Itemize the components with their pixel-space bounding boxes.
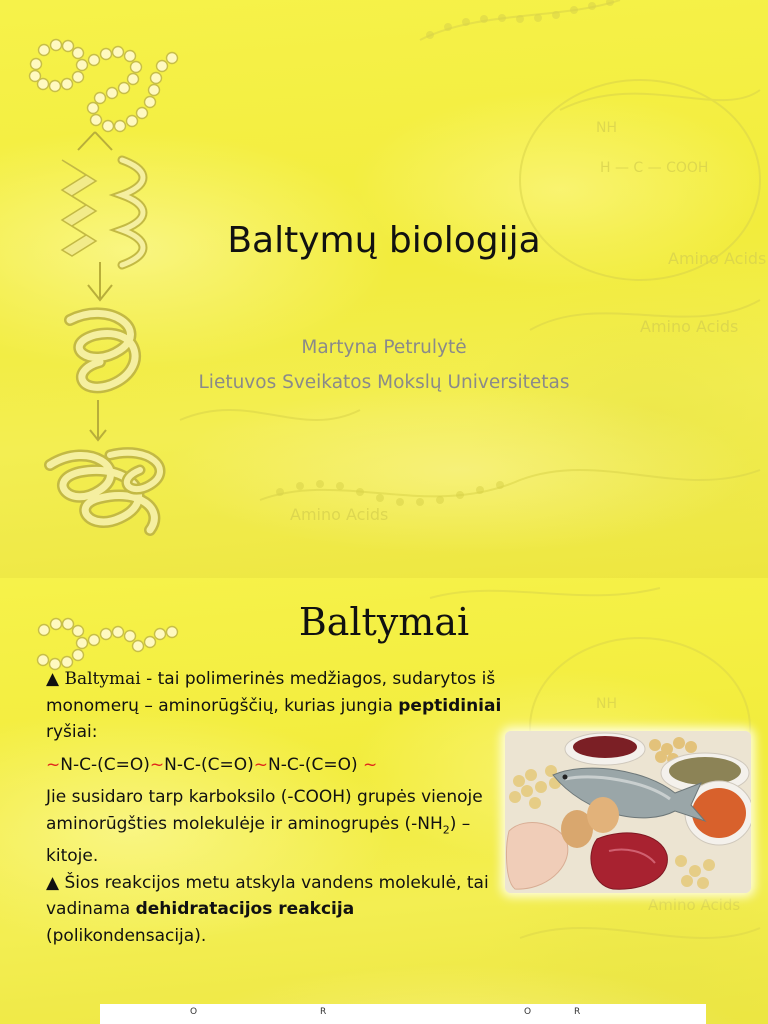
- paragraph-dehydration: ▲ Šios reakcijos metu atskyla vandens molekulė, tai vadinama dehidratacijos reakcija (polikondensacija).: [46, 872, 489, 946]
- reaction-diagram-strip: O R O R: [100, 1004, 706, 1024]
- folding-arrows: [78, 132, 112, 440]
- svg-text:Amino Acids: Amino Acids: [640, 317, 739, 336]
- watermark-labels: [290, 120, 766, 524]
- content-slide: [0, 578, 768, 1024]
- protein-foods-image: [505, 731, 751, 893]
- slide-title: Baltymų biologija: [227, 220, 541, 261]
- svg-text:NH: NH: [596, 696, 617, 712]
- paragraph-definition: ▲ Baltymai - tai polimerinės medžiagos, sudarytos iš monomerų – aminorūgščių, kurias jungia peptidiniai ryšiai:: [46, 669, 502, 742]
- author-name: Martyna Petrulytė: [301, 337, 467, 358]
- affiliation: Lietuvos Sveikatos Mokslų Universitetas: [198, 372, 570, 393]
- quaternary-structure-icon: [50, 453, 160, 530]
- peptide-formula: ~N-C-(C=O)~N-C-(C=O)~N-C-(C=O) ~: [46, 754, 378, 775]
- svg-text:Amino Acids: Amino Acids: [668, 249, 767, 268]
- slide-title: Baltymai: [298, 600, 470, 644]
- paragraph-bond-formation: Jie susidaro tarp karboksilo (-COOH) grupės vienoje aminorūgšties molekulėje ir aminogrupės $(-NH_2)$ – kitoje.: [46, 787, 483, 867]
- svg-text:Amino Acids: Amino Acids: [290, 505, 389, 524]
- svg-text:Amino Acids: Amino Acids: [648, 896, 741, 914]
- slide-body-text: [46, 666, 506, 949]
- primary-structure-chain-icon: [30, 40, 178, 132]
- bullet-marker: ▲: [46, 872, 60, 893]
- svg-text:H — C — COOH: H — C — COOH: [600, 160, 709, 176]
- svg-text:NH: NH: [596, 120, 617, 136]
- bullet-marker: ▲: [46, 669, 60, 689]
